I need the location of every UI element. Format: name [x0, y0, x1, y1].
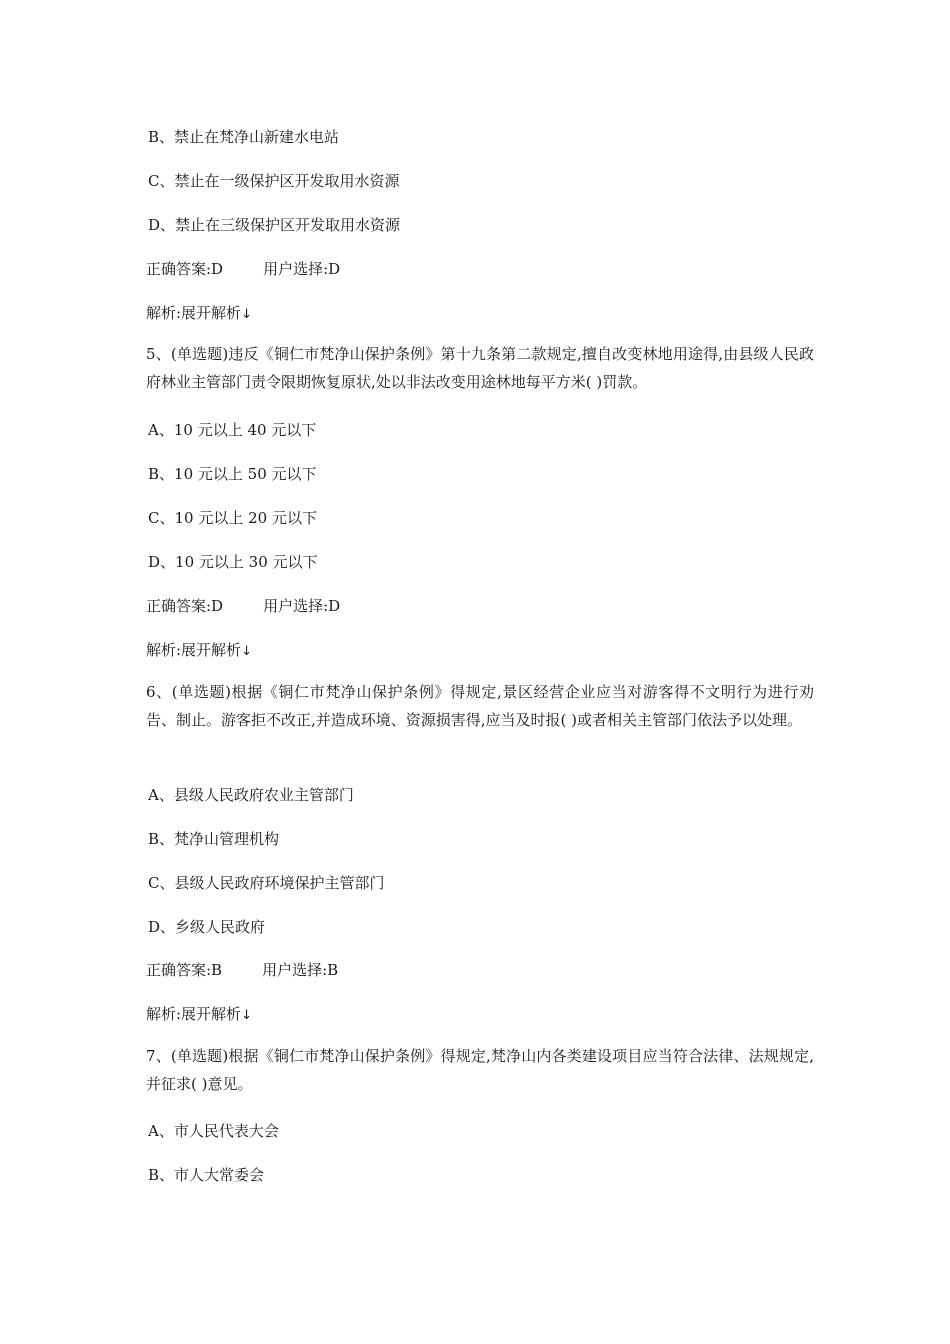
q5-option-c: C、10 元以上 20 元以下	[148, 509, 317, 527]
q5-analysis-toggle[interactable]	[146, 640, 252, 662]
q7-option-b: B、市人大常委会	[148, 1166, 265, 1184]
q6-analysis-toggle[interactable]	[146, 1004, 252, 1026]
expand-arrow-icon: ↓	[241, 1008, 252, 1023]
q6-option-d: D、乡级人民政府	[148, 918, 266, 936]
q6-user-choice: 用户选择:B	[262, 961, 339, 979]
q4-option-d: D、禁止在三级保护区开发取用水资源	[148, 216, 401, 234]
expand-arrow-icon: ↓	[241, 307, 252, 322]
q5-option-d: D、10 元以上 30 元以下	[148, 553, 318, 571]
q6-answer-row	[146, 960, 338, 980]
q4-correct-answer: 正确答案:D	[146, 260, 224, 278]
q6-option-c: C、县级人民政府环境保护主管部门	[148, 874, 385, 892]
q6-option-a: A、县级人民政府农业主管部门	[148, 786, 354, 804]
q4-analysis-toggle[interactable]	[146, 303, 252, 325]
q6-option-b: B、梵净山管理机构	[148, 830, 280, 848]
q5-stem: 5、(单选题)违反《铜仁市梵净山保护条例》第十九条第二款规定,擅自改变林地用途得,由县级人民政府林业主管部门责令限期恢复原状,处以非法改变用途林地每平方米( )罚款。	[146, 345, 814, 391]
q4-option-b: B、禁止在梵净山新建水电站	[148, 128, 340, 146]
q5-user-choice: 用户选择:D	[263, 597, 341, 615]
expand-arrow-icon: ↓	[241, 644, 252, 659]
q5-analysis-label: 解析:展开解析	[146, 641, 242, 659]
q5-correct-answer: 正确答案:D	[146, 597, 224, 615]
q4-answer-row	[146, 259, 340, 279]
q5-answer-row	[146, 596, 340, 616]
q7-option-a: A、市人民代表大会	[148, 1122, 279, 1140]
q5-option-b: B、10 元以上 50 元以下	[148, 465, 317, 483]
q4-option-c: C、禁止在一级保护区开发取用水资源	[148, 172, 400, 190]
q4-user-choice: 用户选择:D	[263, 260, 341, 278]
q6-stem: 6、(单选题)根据《铜仁市梵净山保护条例》得规定,景区经营企业应当对游客得不文明行为进行劝告、制止。游客拒不改正,并造成环境、资源损害得,应当及时报( )或者相关主管部门依法予以处理。	[146, 683, 814, 729]
q6-analysis-label: 解析:展开解析	[146, 1005, 242, 1023]
q5-option-a: A、10 元以上 40 元以下	[148, 421, 317, 439]
q4-analysis-label: 解析:展开解析	[146, 304, 242, 322]
q6-correct-answer: 正确答案:B	[146, 961, 223, 979]
q7-stem: 7、(单选题)根据《铜仁市梵净山保护条例》得规定,梵净山内各类建设项目应当符合法律、法规规定,并征求( )意见。	[146, 1047, 814, 1093]
